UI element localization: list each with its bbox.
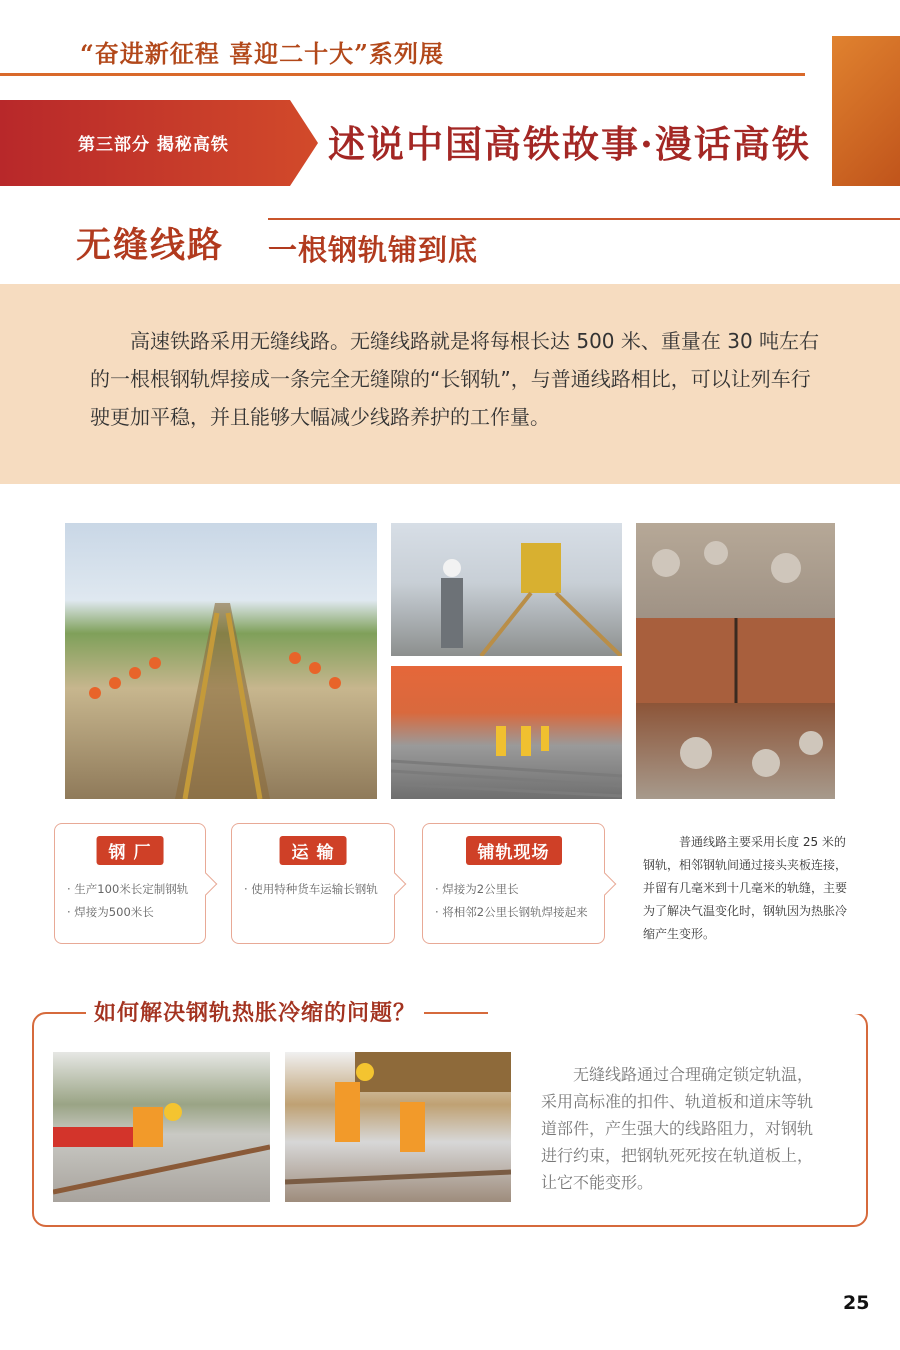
corner-decoration (832, 36, 900, 186)
series-title: “奋进新征程 喜迎二十大”系列展 (80, 39, 444, 68)
machine-photo-drawing (285, 1052, 511, 1202)
section-title-line (268, 218, 900, 220)
joint-photo-drawing (636, 523, 835, 799)
header-divider (0, 73, 805, 76)
card-tag: 运 输 (280, 836, 347, 865)
factory-photo-drawing (391, 666, 622, 799)
card-tag: 钢 厂 (97, 836, 164, 865)
process-card-transport (231, 823, 395, 944)
frame-title-gap (488, 1012, 868, 1014)
rail-joint-photo (636, 523, 835, 799)
workers-fastening-photo (53, 1052, 270, 1202)
process-card-track-site (422, 823, 605, 944)
rail-factory-photo (391, 666, 622, 799)
section-subtitle: 一根钢轨铺到底 (268, 233, 479, 267)
answer-paragraph: 无缝线路通过合理确定锁定轨温，采用高标准的扣件、轨道板和道床等轨道部件，产生强大的线路阻力，对钢轨进行约束，把钢轨死死按在轨道板上，让它不能变形。 (541, 1065, 814, 1192)
card-items (435, 878, 588, 924)
track-photo-drawing (65, 523, 377, 799)
section-title: 无缝线路 (76, 226, 225, 266)
intro-paragraph: 高速铁路采用无缝线路。无缝线路就是将每根长达 500 米、重量在 30 吨左右的一根根钢轨焊接成一条完全无缝隙的“长钢轨”，与普通线路相比，可以让列车行驶更加平稳，并且能够大幅减少线路养护的工作量。 (90, 329, 820, 429)
list-item: · 焊接为500米长 (67, 905, 154, 919)
chevron-right-icon (594, 873, 617, 896)
card-items (67, 878, 188, 924)
fastening-photo-drawing (53, 1052, 270, 1202)
worker-with-train-photo (391, 523, 622, 656)
part-label: 第三部分 揭秘高铁 (78, 135, 229, 155)
card-tag: 铺轨现场 (466, 836, 562, 865)
track-laying-photo (65, 523, 377, 799)
workers-under-machine-photo (285, 1052, 511, 1202)
worker-photo-drawing (391, 523, 622, 656)
question-title: 如何解决钢轨热胀冷缩的问题？ (86, 996, 424, 1027)
chevron-right-icon (384, 873, 407, 896)
main-title: 述说中国高铁故事·漫话高铁 (328, 122, 811, 166)
card-items (244, 878, 378, 901)
list-item: · 焊接为2公里长 (435, 882, 519, 896)
list-item: · 生产100米长定制钢轨 (67, 882, 189, 896)
list-item: · 将相邻2公里长钢轨焊接起来 (435, 905, 588, 919)
list-item: · 使用特种货车运输长钢轨 (244, 882, 378, 896)
chevron-right-icon (195, 873, 218, 896)
process-card-steel-mill (54, 823, 206, 944)
side-note: 普通线路主要采用长度 25 米的钢轨，相邻钢轨间通过接头夹板连接，并留有几毫米到十几毫米的轨缝，主要为了解决气温变化时，钢轨因为热胀冷缩产生变形。 (643, 835, 848, 941)
page-number: 25 (843, 1292, 870, 1314)
